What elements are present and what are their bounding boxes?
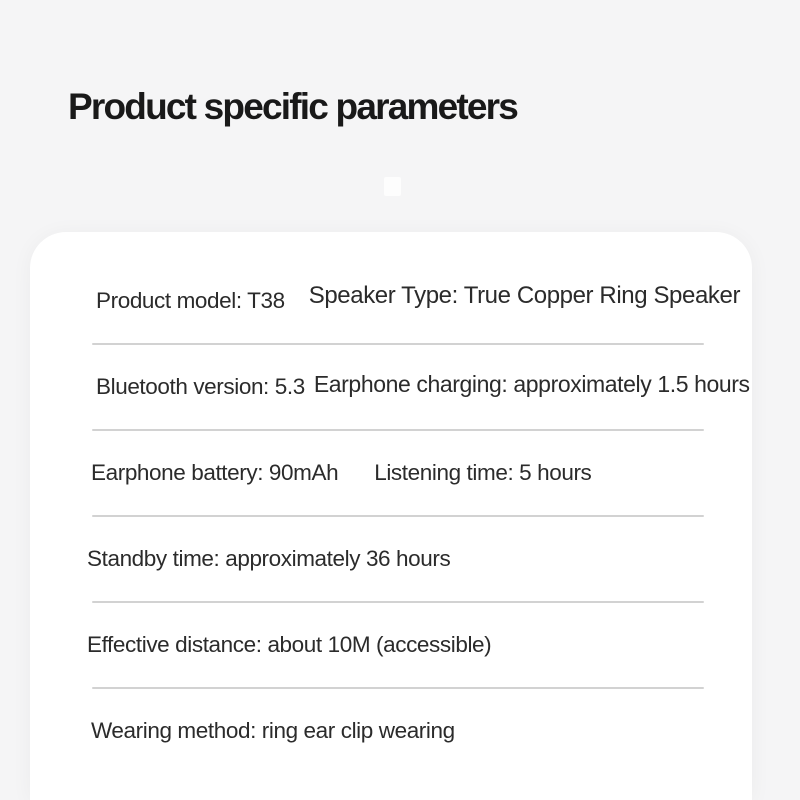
decorative-square xyxy=(384,177,401,196)
spec-value: Bluetooth version: 5.3 xyxy=(96,374,305,399)
spec-value: Standby time: approximately 36 hours xyxy=(87,546,451,571)
spec-value: Earphone battery: 90mAh xyxy=(91,460,339,485)
spec-row-standby-time xyxy=(30,517,752,601)
spec-value: Product model: T38 xyxy=(96,288,285,313)
spec-value: Earphone charging: approximately 1.5 hours xyxy=(313,370,750,397)
spec-row-earphone-battery xyxy=(30,431,752,515)
spec-row-product-model xyxy=(30,259,752,343)
spec-value: Wearing method: ring ear clip wearing xyxy=(91,718,455,743)
spec-row-bluetooth-version xyxy=(30,345,752,429)
spec-value: Speaker Type: True Copper Ring Speaker xyxy=(308,282,741,309)
spec-row-wearing-method xyxy=(30,689,752,773)
spec-value: Listening time: 5 hours xyxy=(374,460,592,485)
spec-row-effective-distance xyxy=(30,603,752,687)
page-title: Product specific parameters xyxy=(68,86,518,127)
spec-card xyxy=(30,232,752,800)
spec-value: Effective distance: about 10M (accessible) xyxy=(87,632,492,657)
